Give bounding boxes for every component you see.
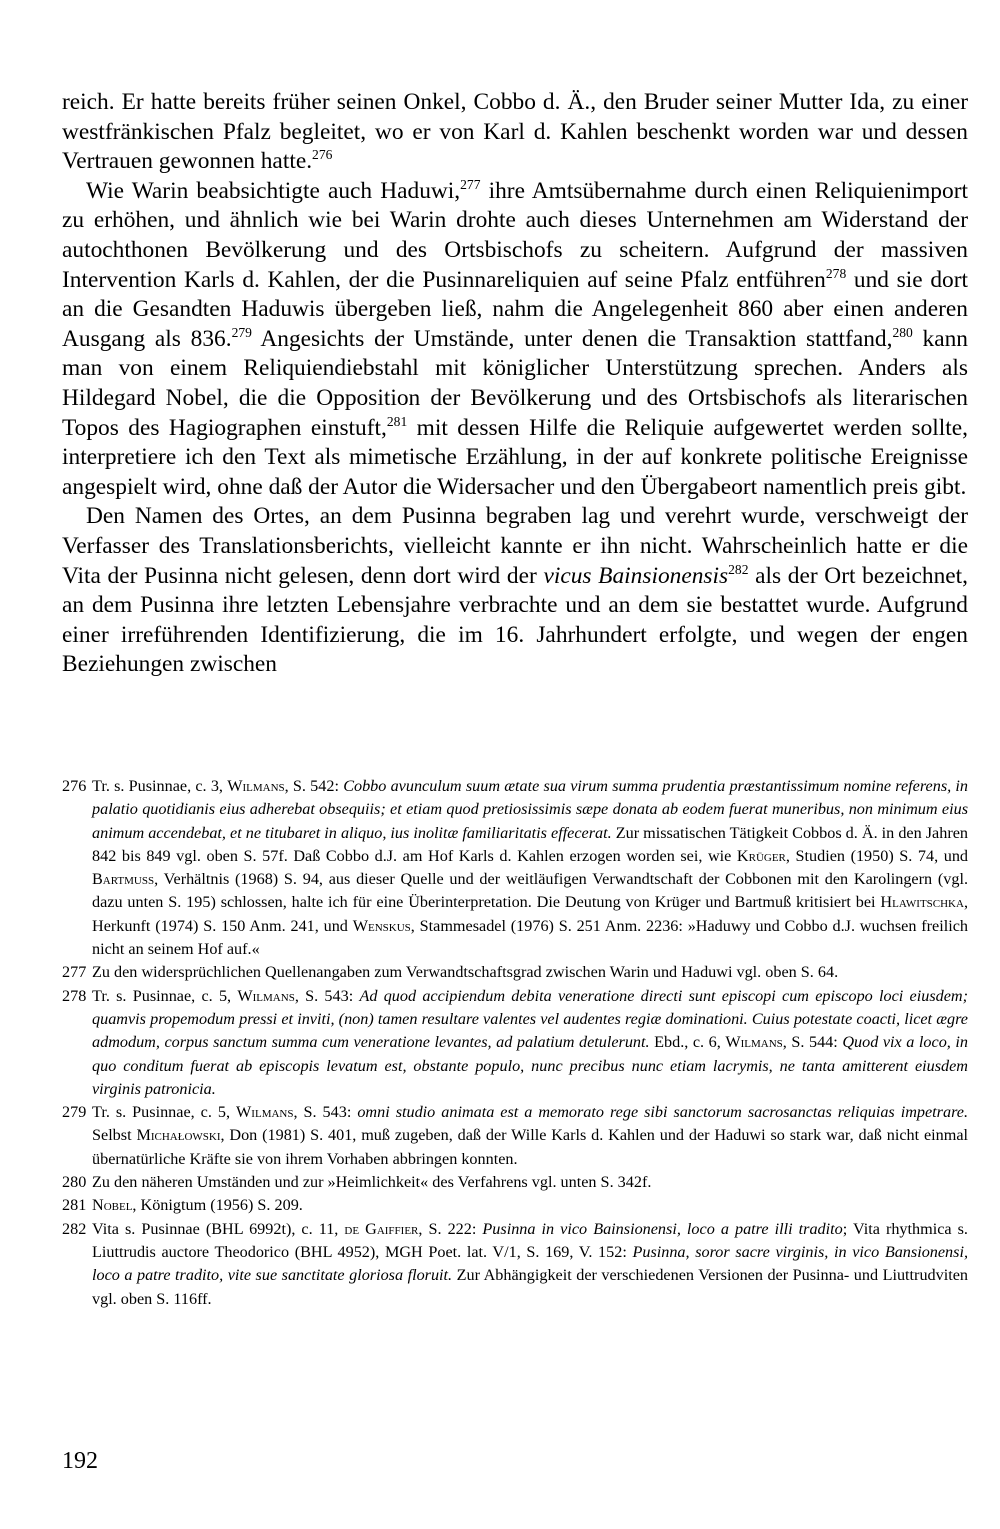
text-run: , Königtum (1956) S. 209.	[132, 1196, 303, 1215]
text-run: und sie dort an die Gesandten Haduwis übergeben ließ, nahm die Angelegenheit 860 aber einen anderen Ausgang als 836.	[62, 266, 968, 352]
author-name: Wilmans	[237, 986, 295, 1005]
text-run: Tr. s. Pusinnae, c. 5,	[92, 1103, 237, 1122]
paragraph-3	[62, 502, 968, 680]
text-run: , Herkunft (1974) S. 150 Anm. 241, und	[92, 893, 968, 935]
author-name: Wilmans	[227, 777, 285, 795]
footnote-ref[interactable]: 278	[825, 265, 847, 281]
text-run: Vita s. Pusinnae (BHL 6992t), c. 11,	[92, 1219, 345, 1238]
text-run: Zu den widersprüchlichen Quellenangaben zum Verwandtschaftsgrad zwischen Warin und Haduwi vgl. oben S. 64.	[92, 963, 839, 982]
italic-term: vicus Bainsionensis	[543, 562, 729, 589]
author-name: Bartmuss	[92, 870, 155, 889]
text-run: Zur missatischen Tätigkeit Cobbos d. Ä. in den Jahren 842 bis 849 vgl. oben S. 57f. Daß Cobbo d.J. am Hof Karls d. Kahlen erzogen worden sei, wie	[92, 823, 968, 865]
author-name: Wilmans	[236, 1103, 294, 1122]
paragraph-1	[62, 88, 968, 177]
footnote-number: 282	[62, 1219, 87, 1238]
latin-quote: Quod vix a loco, in quo conditum fuerat ab episcopis levatum est, obstante populo, nunc precibus nunc etiam lacrymis, ne tanta amitterent eiusdem virginis patronicia.	[92, 1033, 968, 1098]
text-run: mit dessen Hilfe die Reliquie aufgewertet werden sollte, interpretiere ich den Text als mimetische Erzählung, in der auf konkrete politische Ereignisse angespielt wird, ohne daß der Autor die Widersacher und den Übergabeort namentlich preis gibt.	[62, 414, 968, 500]
latin-quote: Ad quod accipiendum debita veneratione directi sunt episcopi cum episcopo loci eiusdem; quamvis propemodum pressi et inviti, (non) tamen resultare valentes vel audentes regiæ dominationi. Cuius potestate coacti, licet ægre admodum, corpus sanctum summa cum veneratione levantes, ad palatium detulerunt.	[92, 986, 968, 1052]
footnote-ref[interactable]: 279	[231, 324, 252, 340]
text-run: , Studien (1950) S. 74, und	[785, 846, 969, 865]
footnote-number: 278	[62, 986, 87, 1005]
text-run: kann man von einem Reliquiendiebstahl mit königlicher Unterstützung sprechen. Anders als Hildegard Nobel, die die Opposition der Bevölkerung und des Ortsbischofs als literarischen Topos des Hagiographen einstuft,	[62, 325, 968, 441]
author-name: de Gaiffier	[344, 1219, 419, 1238]
footnote-280	[62, 1171, 968, 1194]
latin-quote: Pusinna, soror sacre virginis, in vico Bansionensi, loco a patre tradito, vite sue sanctitate gloriosa floruit.	[92, 1242, 968, 1285]
latin-quote: Cobbo avunculum suum ætate sua virum summa prudentia præstantissimum nomine referens, in palatio quotidianis eius adherebat obsequiis; et etiam quod pretiosissimis sæpe donata ab eodem fuerat muneribus, non minimum eius animum accendebat, et ne titubaret in aliquo, ius inolitæ familiaritatis effecerat.	[92, 777, 968, 842]
footnote-278	[62, 985, 968, 1101]
text-run: , S. 542:	[284, 777, 344, 795]
text-run: , Verhältnis (1968) S. 94, aus dieser Quelle und der weitläufigen Verwandtschaft der Cobbonen mit den Karolingern (vgl. dazu unten S. 195) schlossen, halte ich für eine Überinterpretation. Die Deutung von Krüger und Bartmuß kritisiert bei	[92, 870, 968, 912]
footnote-ref[interactable]: 276	[312, 147, 333, 163]
text-run: Zur Abhängigkeit der verschiedenen Versionen der Pusinna- und Liuttrudviten vgl. oben S. 116ff.	[92, 1266, 969, 1308]
footnote-ref[interactable]: 280	[892, 324, 913, 340]
footnote-279	[62, 1101, 968, 1171]
author-name: Wenskus	[352, 916, 411, 935]
page-number: 192	[62, 1448, 98, 1474]
text-run: , S. 543:	[293, 1103, 358, 1122]
footnote-number: 280	[62, 1173, 87, 1192]
footnote-276	[62, 775, 968, 961]
text-run: , S. 222:	[418, 1219, 483, 1238]
footnote-ref[interactable]: 277	[460, 176, 481, 192]
main-text	[62, 88, 968, 680]
text-run: ; Vita rhythmica s. Liuttrudis auctore Theodorico (BHL 4952), MGH Poet. lat. V/1, S. 169, V. 152:	[92, 1219, 968, 1261]
text-run: Zu den näheren Umständen und zur »Heimlichkeit« des Verfahrens vgl. unten S. 342f.	[92, 1173, 652, 1192]
footnotes	[62, 775, 968, 1311]
text-run: , S. 543:	[294, 986, 360, 1005]
latin-quote: Pusinna in vico Bainsionensi, loco a patre illi tradito	[482, 1219, 843, 1238]
text-run: ihre Amtsübernahme durch einen Reliquienimport zu erhöhen, und ähnlich wie bei Warin drohte auch dieses Unternehmen am Widerstand der autochthonen Bevölkerung und des Ortsbischofs zu scheitern. Aufgrund der massiven Intervention Karls d. Kahlen, der die Pusinnareliquien auf seine Pfalz entführen	[62, 177, 968, 293]
text-run: Ebd., c. 6,	[649, 1033, 726, 1052]
footnote-number: 277	[62, 963, 87, 982]
text-run: Selbst	[92, 1126, 137, 1145]
footnote-281	[62, 1194, 968, 1217]
footnote-number: 276	[62, 777, 87, 795]
author-name: Krüger	[736, 846, 786, 865]
footnote-277	[62, 961, 968, 984]
text-run: , Don (1981) S. 401, muß zugeben, daß der Wille Karls d. Kahlen und der Haduwi so stark war, daß nicht einmal übernatürliche Kräfte sie von ihrem Vorhaben abbringen konnten.	[92, 1126, 969, 1168]
author-name: Nobel	[92, 1196, 133, 1215]
footnote-ref[interactable]: 282	[728, 561, 749, 577]
text-run: , Stammesadel (1976) S. 251 Anm. 2236: »Haduwy und Cobbo d.J. wuchsen freilich nicht an seinem Hof auf.«	[92, 916, 968, 959]
footnote-number: 279	[62, 1103, 87, 1122]
text-run: Tr. s. Pusinnae, c. 3,	[92, 777, 228, 795]
latin-quote: omni studio animata est a memorato rege sibi sanctorum sacrosanctas reliquias impetrare.	[357, 1103, 968, 1122]
author-name: Wilmans	[725, 1033, 783, 1052]
text-run: als der Ort bezeichnet, an dem Pusinna ihre letzten Lebensjahre verbrachte und an dem sie bestattet wurde. Aufgrund einer irreführenden Identifizierung, die im 16. Jahrhundert erfolgte, und wegen der engen Beziehungen zwischen	[62, 562, 968, 678]
paragraph-2	[62, 177, 968, 503]
footnote-number: 281	[62, 1196, 87, 1215]
footnote-ref[interactable]: 281	[386, 413, 408, 429]
footnote-282	[62, 1218, 968, 1311]
text-run: Den Namen des Ortes, an dem Pusinna begraben lag und verehrt wurde, verschweigt der Verfasser des Translationsberichts, vielleicht kannte er ihn nicht. Wahrscheinlich hatte er die Vita der Pusinna nicht gelesen, denn dort wird der	[62, 503, 968, 589]
text-run: Wie Warin beabsichtigte auch Haduwi,	[86, 177, 461, 204]
author-name: Michałowski	[136, 1126, 221, 1145]
text-run: Tr. s. Pusinnae, c. 5,	[92, 986, 238, 1005]
text-run: reich. Er hatte bereits früher seinen Onkel, Cobbo d. Ä., den Bruder seiner Mutter Ida, zu einer westfränkischen Pfalz begleitet, wo er von Karl d. Kahlen beschenkt worden war und dessen Vertrauen gewonnen hatte.	[62, 89, 968, 175]
text-run: , S. 544:	[782, 1033, 843, 1052]
author-name: Hlawitschka	[880, 893, 964, 912]
text-run: Angesichts der Umstände, unter denen die Transaktion stattfand,	[251, 325, 893, 352]
